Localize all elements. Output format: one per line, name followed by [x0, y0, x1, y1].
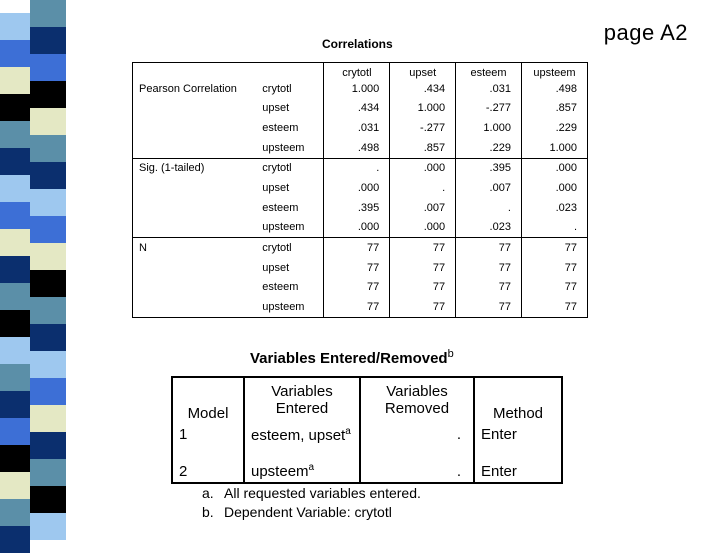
table-cell: 77 [521, 258, 587, 278]
table-row [133, 218, 588, 238]
statistic-label [133, 118, 257, 138]
variables-entered-table [171, 376, 563, 484]
table-cell: 77 [456, 258, 522, 278]
strip-block [0, 40, 30, 67]
table-cell: .023 [456, 218, 522, 238]
table-cell: 77 [521, 238, 587, 258]
table-cell: .857 [521, 99, 587, 119]
header-variables-removed: Variables Removed [360, 377, 474, 422]
decorative-side-strip [0, 0, 66, 540]
table-cell: 1.000 [324, 79, 390, 99]
strip-block [30, 270, 66, 297]
table-cell: 77 [324, 238, 390, 258]
strip-block [30, 432, 66, 459]
table-cell: .007 [390, 198, 456, 218]
header-model: Model [172, 377, 244, 422]
table-cell: 77 [324, 258, 390, 278]
removed-variables: . [360, 460, 474, 483]
strip-block [0, 148, 30, 175]
table-cell: 77 [324, 278, 390, 298]
table-cell: 1.000 [521, 138, 587, 158]
strip-block [0, 256, 30, 283]
correlations-header-row [133, 63, 588, 80]
variables-entered-title-text: Variables Entered/Removed [250, 350, 448, 367]
header-variables-entered: Variables Entered [244, 377, 360, 422]
row-variable-label: crytotl [256, 79, 324, 99]
strip-block [30, 513, 66, 540]
table-cell: .395 [324, 198, 390, 218]
table-cell: 77 [521, 278, 587, 298]
table-cell: .000 [390, 218, 456, 238]
removed-variables: . [360, 422, 474, 460]
table-cell: .000 [324, 218, 390, 238]
correlations-title: Correlations [322, 37, 393, 51]
title-footnote-mark: b [447, 348, 454, 360]
table-cell: .395 [456, 158, 522, 178]
strip-block [30, 54, 66, 81]
entered-variables-text: esteem, upset [251, 427, 346, 444]
table-row [133, 278, 588, 298]
table-row [133, 178, 588, 198]
strip-block [30, 135, 66, 162]
row-variable-label: esteem [256, 278, 324, 298]
strip-block [0, 121, 30, 148]
statistic-label [133, 138, 257, 158]
table-cell: .000 [521, 158, 587, 178]
footnote-text: Dependent Variable: crytotl [224, 504, 392, 520]
table-cell: .498 [324, 138, 390, 158]
model-number: 1 [172, 422, 244, 460]
row-variable-label: esteem [256, 118, 324, 138]
statistic-label: Pearson Correlation [139, 82, 237, 95]
strip-block [30, 108, 66, 135]
table-row [133, 297, 588, 317]
entered-variables [244, 460, 360, 483]
strip-block [0, 445, 30, 472]
strip-block [30, 0, 66, 27]
column-header-upset: upset [390, 63, 456, 80]
table-cell: 1.000 [390, 99, 456, 119]
strip-block [30, 81, 66, 108]
table-cell: 77 [456, 278, 522, 298]
table-cell: 77 [390, 238, 456, 258]
row-variable-label: esteem [256, 198, 324, 218]
table-cell: . [521, 218, 587, 238]
footnote-text: All requested variables entered. [224, 485, 421, 501]
row-variable-label: crytotl [256, 158, 324, 178]
strip-block [0, 283, 30, 310]
footnotes [202, 484, 421, 522]
table-cell: .000 [521, 178, 587, 198]
row-variable-label: upsteem [256, 218, 324, 238]
variables-header-row [172, 377, 562, 422]
header-spacer [256, 63, 324, 80]
table-row [133, 158, 588, 178]
strip-block [30, 189, 66, 216]
entered-footnote-mark: a [345, 426, 351, 437]
strip-block [0, 13, 30, 40]
table-row [133, 138, 588, 158]
table-cell: 77 [324, 297, 390, 317]
table-cell: 1.000 [456, 118, 522, 138]
row-variable-label: upset [256, 99, 324, 119]
table-cell: .000 [324, 178, 390, 198]
statistic-label [133, 178, 257, 198]
strip-block [30, 243, 66, 270]
strip-block [30, 162, 66, 189]
table-cell: .498 [521, 79, 587, 99]
model-number: 2 [172, 460, 244, 483]
strip-block [0, 67, 30, 94]
column-header-esteem: esteem [456, 63, 522, 80]
header-method: Method [492, 405, 544, 422]
strip-block [0, 337, 30, 364]
table-cell: .031 [456, 79, 522, 99]
strip-block [30, 405, 66, 432]
strip-block [30, 459, 66, 486]
table-cell: . [390, 178, 456, 198]
table-cell: .229 [456, 138, 522, 158]
table-cell: 77 [390, 297, 456, 317]
entered-variables-text: upsteem [251, 463, 309, 480]
table-row [133, 79, 588, 99]
strip-block [30, 486, 66, 513]
row-variable-label: upset [256, 258, 324, 278]
statistic-label [133, 278, 257, 298]
row-variable-label: crytotl [256, 238, 324, 258]
strip-block [30, 216, 66, 243]
strip-block [30, 351, 66, 378]
table-cell: .857 [390, 138, 456, 158]
table-cell: 77 [521, 297, 587, 317]
table-cell: 77 [390, 258, 456, 278]
statistic-label: Sig. (1-tailed) [133, 158, 257, 178]
method: Enter [481, 462, 517, 480]
entered-variables [244, 422, 360, 460]
footnote-mark: b. [202, 504, 214, 520]
table-row [133, 198, 588, 218]
table-cell: .023 [521, 198, 587, 218]
footnote-mark: a. [202, 485, 214, 501]
strip-block [0, 229, 30, 256]
statistic-label [133, 297, 257, 317]
column-header-crytotl: crytotl [324, 63, 390, 80]
column-header-upsteem: upsteem [521, 63, 587, 80]
strip-block [0, 364, 30, 391]
page-label: page A2 [603, 20, 688, 45]
table-row [133, 258, 588, 278]
table-cell: -.277 [456, 99, 522, 119]
row-variable-label: upsteem [256, 297, 324, 317]
table-cell: .434 [390, 79, 456, 99]
entered-footnote-mark: a [308, 462, 315, 473]
table-cell: . [324, 158, 390, 178]
table-cell: .031 [324, 118, 390, 138]
strip-block [0, 418, 30, 445]
table-cell: 77 [390, 278, 456, 298]
correlations-table [132, 62, 588, 318]
variables-entered-title [250, 348, 454, 367]
strip-block [0, 310, 30, 337]
row-variable-label: upsteem [256, 138, 324, 158]
statistic-label: N [133, 238, 257, 258]
table-row [133, 118, 588, 138]
table-cell: 77 [456, 238, 522, 258]
strip-block [30, 324, 66, 351]
table-cell: .229 [521, 118, 587, 138]
table-cell: .000 [390, 158, 456, 178]
table-cell: .007 [456, 178, 522, 198]
header-spacer [133, 63, 257, 80]
footnote [202, 484, 421, 503]
strip-block [0, 499, 30, 526]
table-cell: .434 [324, 99, 390, 119]
strip-block [0, 202, 30, 229]
strip-block [0, 391, 30, 418]
row-variable-label: upset [256, 178, 324, 198]
table-cell: -.277 [390, 118, 456, 138]
statistic-label [133, 218, 257, 238]
table-cell: . [456, 198, 522, 218]
table-row [172, 422, 562, 460]
table-cell: 77 [456, 297, 522, 317]
strip-block [30, 378, 66, 405]
strip-block [0, 175, 30, 202]
table-row [133, 238, 588, 258]
footnote [202, 503, 421, 522]
table-row [172, 460, 562, 483]
strip-block [0, 94, 30, 121]
statistic-label [133, 198, 257, 218]
strip-block [30, 27, 66, 54]
table-row [133, 99, 588, 119]
method: Enter [481, 426, 517, 443]
strip-block [30, 297, 66, 324]
strip-block [0, 472, 30, 499]
statistic-label [133, 258, 257, 278]
statistic-label [133, 99, 257, 119]
